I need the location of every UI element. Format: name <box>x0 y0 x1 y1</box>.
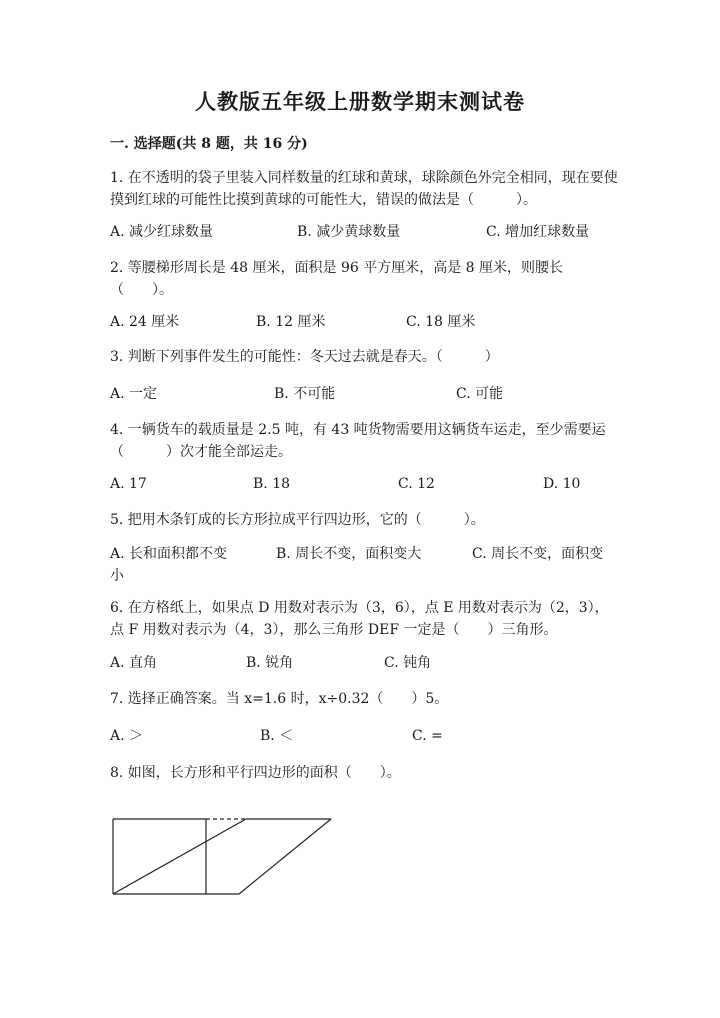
option-c[interactable]: C. 周长不变，面积变小 <box>110 546 604 584</box>
question-2-options <box>110 311 620 333</box>
question-3-options <box>110 383 620 405</box>
option-c[interactable]: C. 增加红球数量 <box>486 224 590 240</box>
question-1-options <box>110 221 620 243</box>
option-c[interactable]: C. 18 厘米 <box>406 314 476 330</box>
option-c[interactable]: C. 可能 <box>456 386 504 402</box>
page-title: 人教版五年级上册数学期末测试卷 <box>195 89 525 114</box>
section-heading: 一. 选择题(共 8 题，共 16 分) <box>110 136 308 152</box>
question-2: 2. 等腰梯形周长是 48 厘米，面积是 96 平方厘米，高是 8 厘米，则腰长（ ）。 <box>110 260 564 298</box>
option-c[interactable]: C. = <box>412 728 443 744</box>
option-a[interactable]: A. ＞ <box>110 728 144 744</box>
option-b[interactable]: B. 周长不变，面积变大 <box>276 546 422 562</box>
option-c[interactable]: C. 钝角 <box>384 655 432 671</box>
question-1: 1. 在不透明的袋子里装入同样数量的红球和黄球，球除颜色外完全相同，现在要使摸到红球的可能性比摸到黄球的可能性大，错误的做法是（ ）。 <box>110 170 618 208</box>
rectangle-parallelogram-figure <box>100 808 340 908</box>
option-b[interactable]: B. 锐角 <box>246 655 294 671</box>
option-b[interactable]: B. 减少黄球数量 <box>297 224 401 240</box>
question-6-options <box>110 652 620 674</box>
parallelogram-right-side <box>239 819 331 894</box>
option-b[interactable]: B. ＜ <box>260 728 294 744</box>
option-a[interactable]: A. 直角 <box>110 655 158 671</box>
question-8: 8. 如图，长方形和平行四边形的面积（ ）。 <box>110 765 401 781</box>
option-c[interactable]: C. 12 <box>398 476 435 492</box>
question-4: 4. 一辆货车的载质量是 2.5 吨，有 43 吨货物需要用这辆货车运走，至少需要运（ ）次才能全部运走。 <box>110 422 606 460</box>
option-a[interactable]: A. 长和面积都不变 <box>110 546 228 562</box>
question-6: 6. 在方格纸上，如果点 D 用数对表示为（3，6），点 E 用数对表示为（2，3），点 F 用数对表示为（4，3），那么三角形 DEF 一定是（ ）三角形。 <box>110 600 609 638</box>
question-7: 7. 选择正确答案。当 x=1.6 时，x÷0.32（ ）5。 <box>110 691 449 707</box>
parallelogram-left-side <box>113 819 246 894</box>
question-5-options <box>110 543 620 587</box>
option-d[interactable]: D. 10 <box>543 476 581 492</box>
option-b[interactable]: B. 12 厘米 <box>256 314 326 330</box>
question-4-options <box>110 473 620 495</box>
question-3: 3. 判断下列事件发生的可能性：冬天过去就是春天。（ ） <box>110 349 499 365</box>
option-a[interactable]: A. 17 <box>110 476 147 492</box>
question-7-options <box>110 725 620 747</box>
option-b[interactable]: B. 不可能 <box>274 386 336 402</box>
option-b[interactable]: B. 18 <box>253 476 291 492</box>
option-a[interactable]: A. 减少红球数量 <box>110 224 214 240</box>
question-5: 5. 把用木条钉成的长方形拉成平行四边形，它的（ ）。 <box>110 512 485 528</box>
option-a[interactable]: A. 24 厘米 <box>110 314 180 330</box>
option-a[interactable]: A. 一定 <box>110 386 158 402</box>
